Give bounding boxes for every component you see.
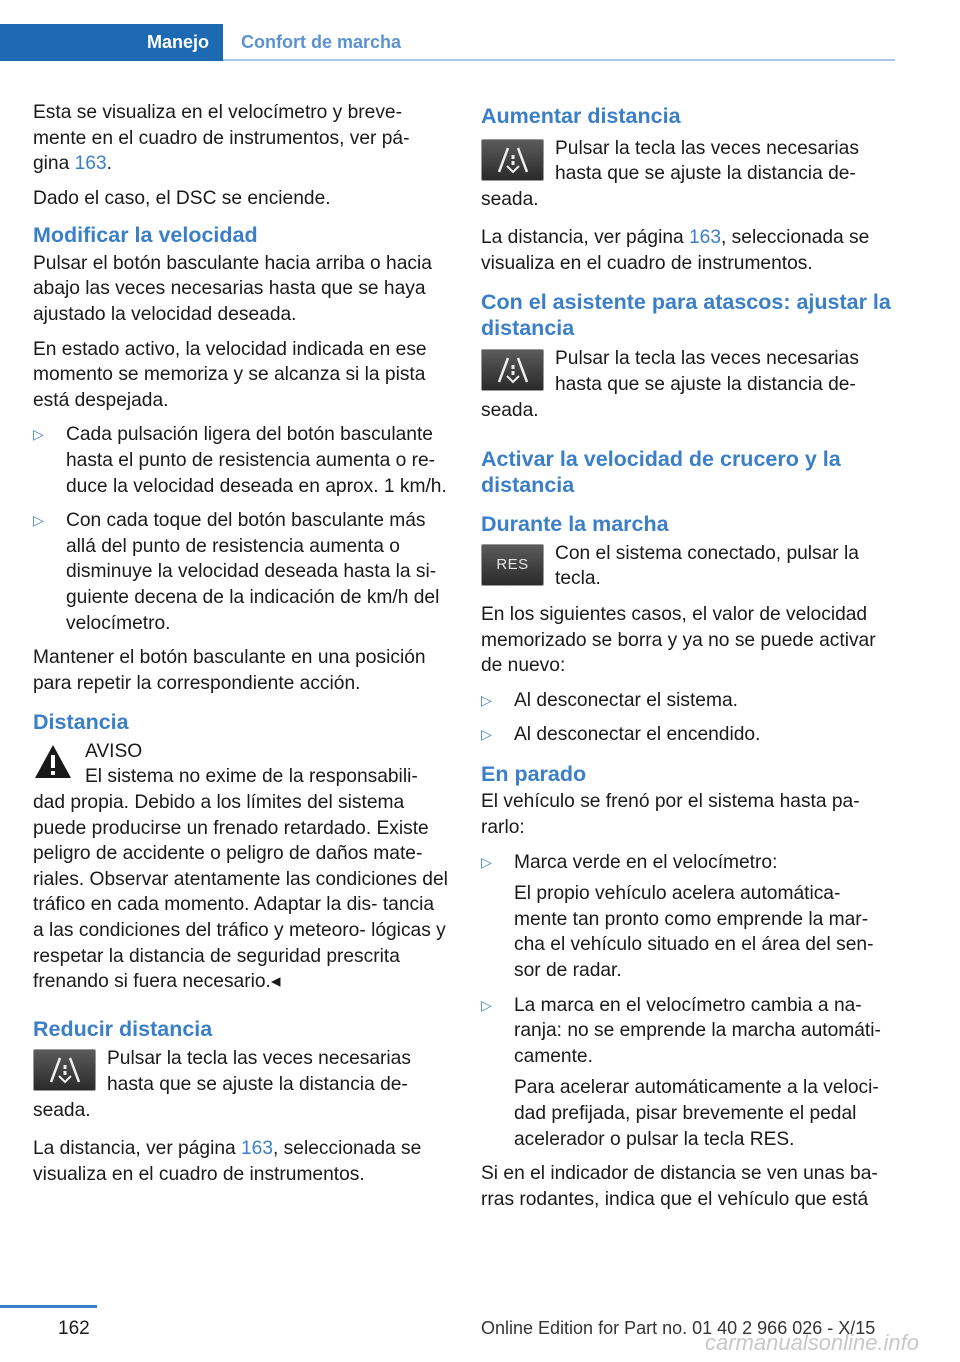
list-item [481,850,895,984]
heading-modificar-velocidad: Modificar la velocidad [33,223,258,248]
heading-en-parado: En parado [481,761,587,786]
paragraph [481,225,895,276]
page-link[interactable]: 163 [689,227,722,249]
bullet-triangle-icon: ▷ [33,426,44,443]
list-item [33,508,448,636]
warning-block [33,739,448,995]
bullet-triangle-icon: ▷ [481,726,492,743]
paragraph [33,100,448,177]
bullet-triangle-icon: ▷ [481,691,492,708]
bullet-triangle-icon: ▷ [33,512,44,529]
text: La distancia, ver página [33,1138,241,1160]
bullet-triangle-icon: ▷ [481,853,492,870]
header-divider [223,59,895,61]
left-column [33,100,448,1196]
key-figure-row [481,346,895,423]
paragraph: Mantener el botón basculante en una posición para repetir la correspondiente acción. [33,647,426,694]
list-item-text: Al desconectar el encendido. [514,724,761,746]
list-item-text: Con cada toque del botón basculante más allá del punto de resistencia aumenta o disminuye la velocidad deseada hasta la si‐ guiente decena de la indicación de km/h del velocímetro. [66,510,440,634]
text: Esta se visualiza en el velocímetro y breve‐ mente en el cuadro de instrumentos, ver pá‐ gina [33,102,410,175]
list-item-text: Marca verde en el velocímetro: [514,851,778,873]
page-link[interactable]: 163 [74,153,107,175]
list-item [481,688,895,714]
list-item-subtext: El propio vehículo acelera automática‐ mente tan pronto como emprende la mar‐ cha el vehículo situado en el área del sen‐ sor de radar. [514,883,874,981]
right-column [481,100,895,1221]
header-tab-confort: Confort de marcha [241,32,402,52]
bullet-triangle-icon: ▷ [481,996,492,1013]
warning-label: AVISO [85,740,143,762]
heading-activar-velocidad: Activar la velocidad de crucero y la distancia [481,447,841,497]
paragraph: En los siguientes casos, el valor de velocidad memorizado se borra y ya no se puede activar de nuevo: [481,603,876,677]
paragraph: Pulsar la tecla las veces necesarias hasta que se ajuste la distancia de‐ seada. [33,1048,411,1121]
page-header [0,24,960,61]
page-link[interactable]: 163 [241,1138,274,1160]
paragraph: Si en el indicador de distancia se ven unas ba‐ rras rodantes, indica que el vehículo que está [481,1163,878,1210]
text: . [106,153,112,175]
key-figure-row [481,541,895,592]
list-item [33,422,448,499]
warning-icon [33,742,73,782]
key-figure-row [481,136,895,213]
list-item-text: Cada pulsación ligera del botón basculante hasta el punto de resistencia aumenta o re‐ duce la velocidad deseada en aprox. 1 km/h. [66,424,447,497]
heading-aumentar-distancia: Aumentar distancia [481,104,681,128]
heading-asistente-atascos: Con el asistente para atascos: ajustar la distancia [481,290,891,340]
distance-road-icon [43,1056,87,1084]
text: , seleccionada se visualiza en el cuadro de instrumentos. [33,1138,422,1185]
distance-road-icon [491,146,535,174]
bullet-list [33,422,448,636]
key-figure-row [33,1046,448,1123]
list-item-text: Al desconectar el sistema. [514,689,738,711]
paragraph: Con el sistema conectado, pulsar la tecla. [555,542,859,590]
distance-key-icon [33,1049,96,1091]
paragraph: Pulsar el botón basculante hacia arriba o hacia abajo las veces necesarias hasta que se haya ajustado la velocidad deseada. [33,252,432,326]
distance-key-icon [481,139,544,181]
footer-rule [0,1305,97,1308]
paragraph: Pulsar la tecla las veces necesarias hasta que se ajuste la distancia de‐ seada. [481,137,859,210]
page-number: 162 [58,1318,90,1339]
warning-text: El sistema no exime de la responsabili‐ dad propia. Debido a los límites del sistema puede producirse un frenado retardado. Existe peligro de accidente o peligro de daños mate‐ riales. Observar atentamente las condiciones del tráfico en cada momento. Adaptar la dis‐ tancia a las condiciones del tráfico y meteoro‐ lógicas y respetar la distancia de seguridad prescrita frenando si fuera necesario.◂ [33,766,448,993]
paragraph: Pulsar la tecla las veces necesarias hasta que se ajuste la distancia de‐ seada. [481,348,859,421]
paragraph: En estado activo, la velocidad indicada en ese momento se memoriza y se alcanza si la pista está despejada. [33,338,427,411]
distance-key-icon [481,349,544,391]
list-item-text: La marca en el velocímetro cambia a na‐ ranja: no se emprende la marcha automáti‐ camente. [514,994,881,1067]
text: La distancia, ver página [481,227,689,249]
list-item [481,722,895,748]
heading-durante-marcha: Durante la marcha [481,512,669,537]
watermark: carmanualsonline.info [705,1330,920,1355]
paragraph: Dado el caso, el DSC se enciende. [33,187,331,209]
bullet-list [481,850,895,1153]
distance-road-icon [491,356,535,384]
paragraph: El vehículo se frenó por el sistema hasta pa‐ rarlo: [481,791,860,838]
edition-note: Online Edition for Part no. 01 40 2 966 026 - X/15 [481,1318,876,1338]
text: , seleccionada se visualiza en el cuadro de instrumentos. [481,227,870,274]
list-item [481,993,895,1153]
res-key-icon: RES [481,544,544,586]
heading-reducir-distancia: Reducir distancia [33,1016,213,1041]
heading-distancia: Distancia [33,710,129,735]
list-item-subtext: Para acelerar automáticamente a la veloci‐ dad prefijada, pisar brevemente el pedal acelerador o pulsar la tecla RES. [514,1077,879,1150]
bullet-list [481,688,895,748]
paragraph [33,1136,448,1187]
header-tab-manejo: Manejo [0,24,223,61]
